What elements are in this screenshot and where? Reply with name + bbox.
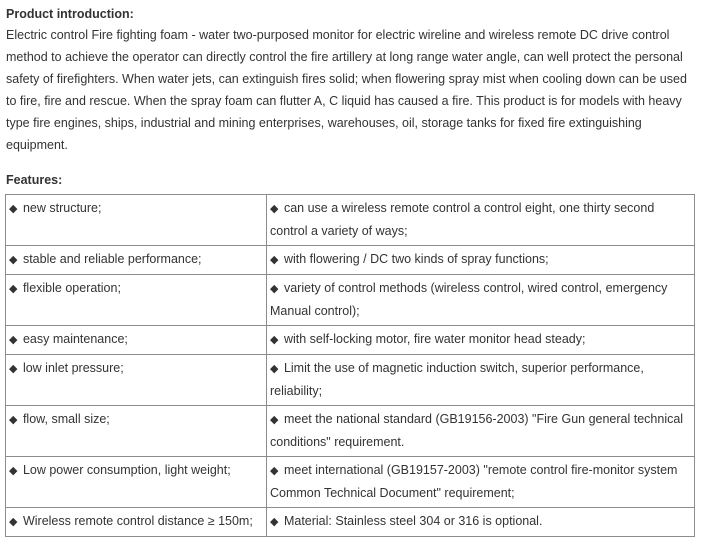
features-table: [5, 194, 695, 537]
bullet-icon: ◆: [270, 414, 279, 426]
features-heading: Features:: [6, 173, 63, 187]
bullet-icon: ◆: [9, 283, 18, 295]
intro-heading: Product introduction:: [6, 7, 134, 21]
feature-text: Material: Stainless steel 304 or 316 is optional.: [283, 514, 543, 528]
feature-cell-left: [6, 457, 267, 508]
table-row: [6, 326, 695, 355]
feature-cell-left: [6, 508, 267, 537]
feature-text: meet the national standard (GB19156-2003) "Fire Gun general technical conditions" requirement.: [270, 412, 684, 449]
feature-cell-left: [6, 195, 267, 246]
table-row: [6, 457, 695, 508]
feature-cell-right: [267, 457, 695, 508]
feature-text: low inlet pressure;: [22, 361, 124, 375]
feature-text: variety of control methods (wireless control, wired control, emergency Manual control);: [270, 281, 668, 318]
table-row: [6, 406, 695, 457]
bullet-icon: ◆: [270, 465, 279, 477]
feature-cell-right: [267, 326, 695, 355]
feature-cell-left: [6, 246, 267, 275]
feature-cell-left: [6, 275, 267, 326]
feature-text: flexible operation;: [22, 281, 121, 295]
bullet-icon: ◆: [270, 254, 279, 266]
feature-cell-right: [267, 406, 695, 457]
feature-text: stable and reliable performance;: [22, 252, 202, 266]
feature-text: flow, small size;: [22, 412, 110, 426]
feature-cell-right: [267, 246, 695, 275]
bullet-icon: ◆: [9, 516, 18, 528]
feature-cell-right: [267, 275, 695, 326]
feature-text: Limit the use of magnetic induction switch, superior performance, reliability;: [270, 361, 644, 398]
bullet-icon: ◆: [270, 283, 279, 295]
table-row: [6, 275, 695, 326]
table-row: [6, 508, 695, 537]
bullet-icon: ◆: [9, 203, 18, 215]
feature-cell-left: [6, 326, 267, 355]
feature-cell-right: [267, 195, 695, 246]
bullet-icon: ◆: [9, 254, 18, 266]
feature-text: Wireless remote control distance ≥ 150m;: [22, 514, 253, 528]
feature-cell-right: [267, 355, 695, 406]
feature-cell-left: [6, 406, 267, 457]
feature-text: can use a wireless remote control a control eight, one thirty second control a variety of ways;: [270, 201, 655, 238]
feature-text: new structure;: [22, 201, 102, 215]
bullet-icon: ◆: [9, 465, 18, 477]
bullet-icon: ◆: [9, 334, 18, 346]
table-row: [6, 355, 695, 406]
feature-cell-right: [267, 508, 695, 537]
feature-text: with flowering / DC two kinds of spray functions;: [283, 252, 549, 266]
feature-text: with self-locking motor, fire water monitor head steady;: [283, 332, 586, 346]
bullet-icon: ◆: [270, 516, 279, 528]
feature-text: easy maintenance;: [22, 332, 128, 346]
bullet-icon: ◆: [9, 363, 18, 375]
intro-text: Electric control Fire fighting foam - water two-purposed monitor for electric wireline and wireless remote DC drive control method to achieve the operator can directly control the fire artillery at long range water angle, can well protect the personal safety of firefighters. When water jets, can extinguish fires solid; when flowering spray mist when cooling down can be used to fire, fire and rescue. When the spray foam can flutter A, C liquid has caused a fire. This product is for models with heavy type fire engines, ships, industrial and mining enterprises, warehouses, oil, storage tanks for fixed fire extinguishing equipment.: [6, 28, 687, 152]
feature-cell-left: [6, 355, 267, 406]
bullet-icon: ◆: [9, 414, 18, 426]
bullet-icon: ◆: [270, 363, 279, 375]
table-row: [6, 195, 695, 246]
feature-text: Low power consumption, light weight;: [22, 463, 231, 477]
table-row: [6, 246, 695, 275]
bullet-icon: ◆: [270, 203, 279, 215]
feature-text: meet international (GB19157-2003) "remote control fire-monitor system Common Technical Document" requirement;: [270, 463, 678, 500]
bullet-icon: ◆: [270, 334, 279, 346]
